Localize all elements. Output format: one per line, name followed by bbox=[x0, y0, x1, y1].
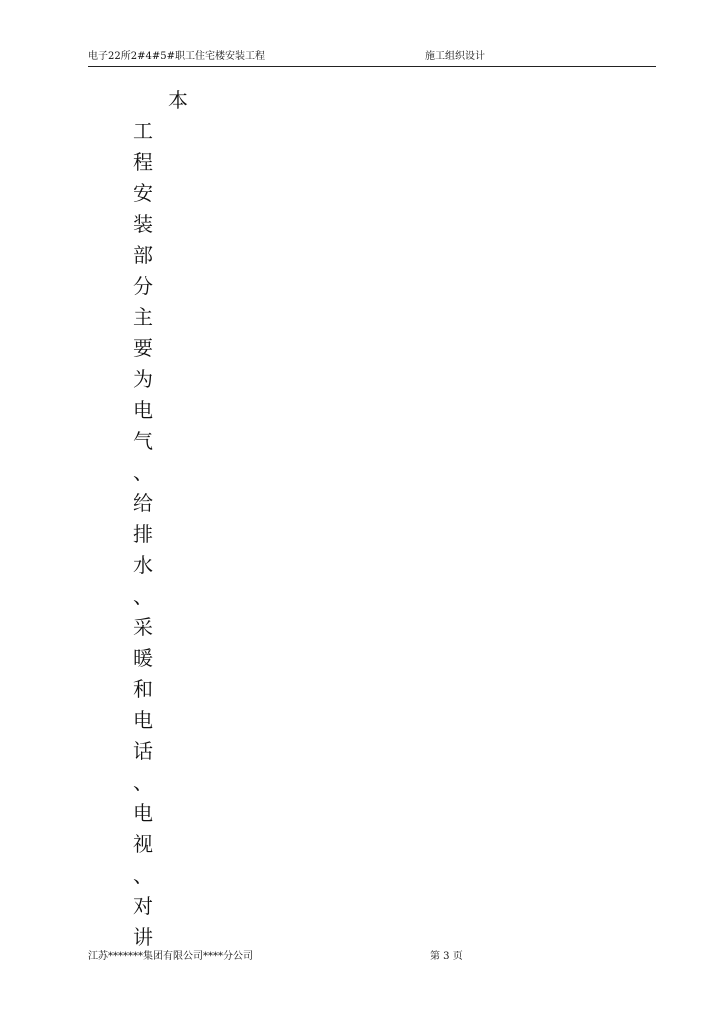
vertical-character: 主 bbox=[133, 305, 153, 329]
vertical-character: 、 bbox=[133, 460, 153, 484]
vertical-character: 、 bbox=[133, 770, 153, 794]
vertical-character: 部 bbox=[133, 243, 153, 267]
vertical-character: 电 bbox=[133, 708, 153, 732]
vertical-character: 工 bbox=[133, 119, 153, 143]
vertical-character: 暖 bbox=[133, 646, 153, 670]
vertical-character: 安 bbox=[133, 181, 153, 205]
vertical-character: 为 bbox=[133, 367, 153, 391]
vertical-character: 水 bbox=[133, 553, 153, 577]
vertical-character: 电 bbox=[133, 398, 153, 422]
vertical-character: 装 bbox=[133, 212, 153, 236]
vertical-character: 分 bbox=[133, 274, 153, 298]
vertical-character: 对 bbox=[133, 894, 153, 918]
vertical-character: 气 bbox=[133, 429, 153, 453]
vertical-character: 本 bbox=[168, 88, 188, 112]
company-name: 江苏*******集团有限公司****分公司 bbox=[88, 951, 253, 962]
vertical-character: 、 bbox=[133, 584, 153, 608]
vertical-character: 话 bbox=[133, 739, 153, 763]
document-type-title: 施工组织设计 bbox=[425, 51, 485, 62]
vertical-character: 和 bbox=[133, 677, 153, 701]
vertical-character: 采 bbox=[133, 615, 153, 639]
page-footer bbox=[88, 950, 656, 964]
vertical-character: 排 bbox=[133, 522, 153, 546]
project-title: 电子22所2#4#5#职工住宅楼安装工程 bbox=[88, 51, 265, 62]
vertical-character: 电 bbox=[133, 801, 153, 825]
vertical-character: 程 bbox=[133, 150, 153, 174]
vertical-character: 给 bbox=[133, 491, 153, 515]
vertical-character: 讲 bbox=[133, 925, 153, 949]
vertical-character: 、 bbox=[133, 863, 153, 887]
vertical-character: 要 bbox=[133, 336, 153, 360]
vertical-character: 视 bbox=[133, 832, 153, 856]
page-number: 第 3 页 bbox=[430, 951, 463, 962]
